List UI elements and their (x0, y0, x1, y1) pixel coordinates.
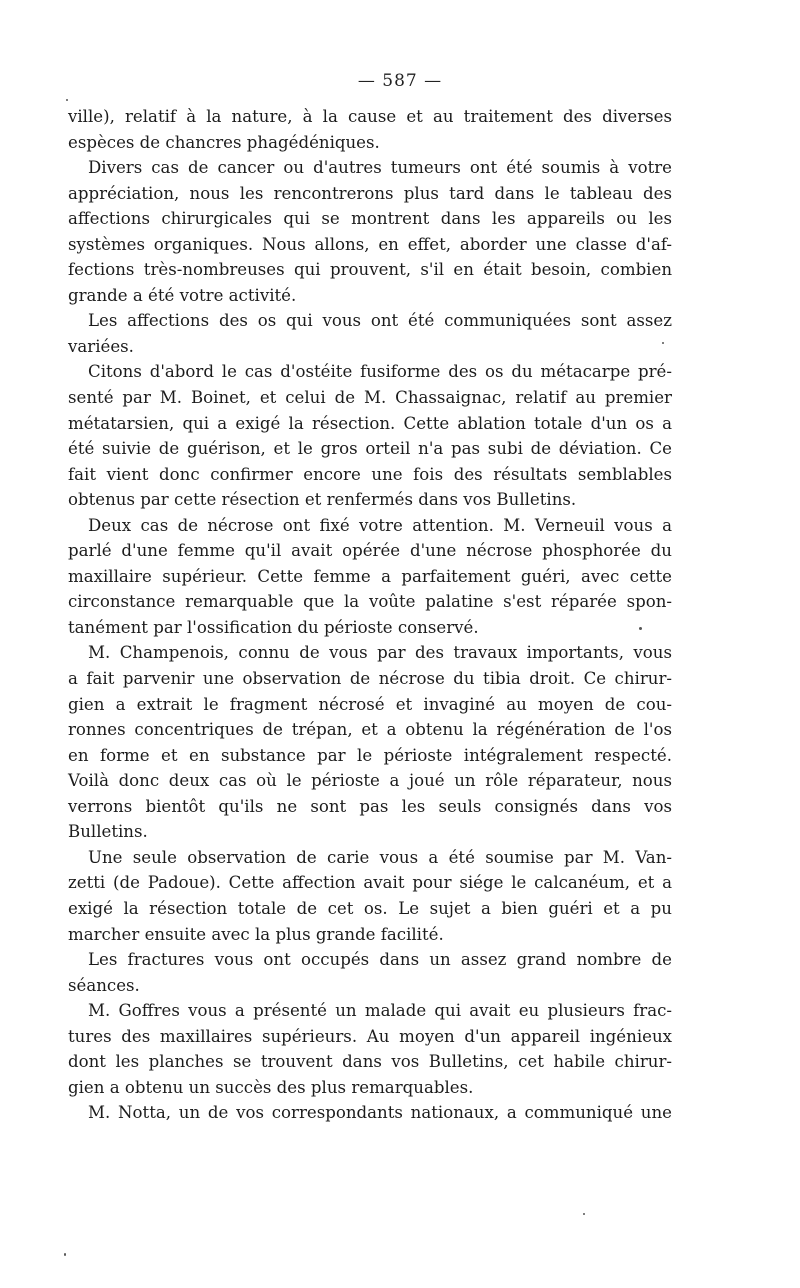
scan-speck (639, 627, 642, 630)
text-line: fections très-nombreuses qui prouvent, s'il en était besoin, combien (68, 260, 672, 280)
text-line: en forme et en substance par le périoste intégralement respecté. (68, 745, 672, 765)
text-line: circonstance remarquable que la voûte palatine s'est réparée spon- (68, 592, 672, 612)
text-line: ville), relatif à la nature, à la cause et au traitement des diverses (68, 107, 672, 126)
text-line: M. Notta, un de vos correspondants nationaux, a communiqué une (88, 1103, 672, 1123)
text-line: grande a été votre activité. (68, 285, 297, 305)
text-line: tures des maxillaires supérieurs. Au moyen d'un appareil ingénieux (68, 1026, 672, 1046)
scan-speck (64, 1253, 66, 1256)
scan-speck (662, 342, 664, 344)
text-line: verrons bientôt qu'ils ne sont pas les seuls consignés dans vos (68, 796, 672, 816)
text-line: dont les planches se trouvent dans vos Bulletins, cet habile chirur- (68, 1052, 672, 1072)
text-line: variées. (68, 336, 134, 356)
text-line: Les affections des os qui vous ont été communiquées sont assez (88, 311, 672, 331)
text-line: M. Goffres vous a présenté un malade qui avait eu plusieurs frac- (88, 1001, 672, 1021)
text-line: Une seule observation de carie vous a été soumise par M. Van- (88, 847, 672, 867)
body-text (68, 104, 672, 1126)
text-line: Voilà donc deux cas où le périoste a joué un rôle réparateur, nous (68, 771, 672, 791)
text-line: parlé d'une femme qu'il avait opérée d'une nécrose phosphorée du (68, 541, 672, 561)
text-line: marcher ensuite avec la plus grande facilité. (68, 924, 444, 944)
text-line: été suivie de guérison, et le gros orteil n'a pas subi de déviation. Ce (68, 439, 672, 459)
scan-speck (583, 1213, 585, 1215)
text-line: appréciation, nous les rencontrerons plus tard dans le tableau des (68, 183, 672, 203)
text-line: systèmes organiques. Nous allons, en effet, aborder une classe d'af- (68, 234, 672, 254)
text-line: M. Champenois, connu de vous par des travaux importants, vous (88, 643, 672, 663)
text-line: exigé la résection totale de cet os. Le sujet a bien guéri et a pu (68, 898, 672, 918)
scan-speck (66, 99, 68, 101)
text-line: Citons d'abord le cas d'ostéite fusiforme des os du métacarpe pré- (88, 362, 672, 382)
text-line: fait vient donc confirmer encore une fois des résultats semblables (68, 464, 672, 484)
text-line: obtenus par cette résection et renfermés dans vos Bulletins. (68, 490, 577, 510)
text-line: senté par M. Boinet, et celui de M. Chassaignac, relatif au premier (68, 388, 672, 408)
text-line: espèces de chancres phagédéniques. (68, 132, 380, 152)
text-line: maxillaire supérieur. Cette femme a parfaitement guéri, avec cette (68, 566, 672, 586)
page-number: — 587 — (357, 71, 443, 91)
text-line: Les fractures vous ont occupés dans un assez grand nombre de (88, 950, 672, 970)
text-line: Bulletins. (68, 822, 148, 842)
text-line: affections chirurgicales qui se montrent dans les appareils ou les (68, 209, 672, 229)
text-line: Deux cas de nécrose ont fixé votre attention. M. Verneuil vous a (88, 515, 672, 535)
text-line: a fait parvenir une observation de nécrose du tibia droit. Ce chirur- (68, 669, 672, 689)
text-line: gien a obtenu un succès des plus remarquables. (68, 1077, 474, 1097)
text-line: séances. (68, 975, 140, 995)
text-line: zetti (de Padoue). Cette affection avait pour siége le calcanéum, et a (68, 873, 672, 893)
text-line: gien a extrait le fragment nécrosé et invaginé au moyen de cou- (68, 694, 672, 714)
text-line: métatarsien, qui a exigé la résection. Cette ablation totale d'un os a (68, 413, 672, 433)
text-line: ronnes concentriques de trépan, et a obtenu la régénération de l'os (68, 720, 672, 740)
text-line: tanément par l'ossification du périoste conservé. (68, 617, 479, 637)
text-line: Divers cas de cancer ou d'autres tumeurs ont été soumis à votre (88, 158, 672, 178)
